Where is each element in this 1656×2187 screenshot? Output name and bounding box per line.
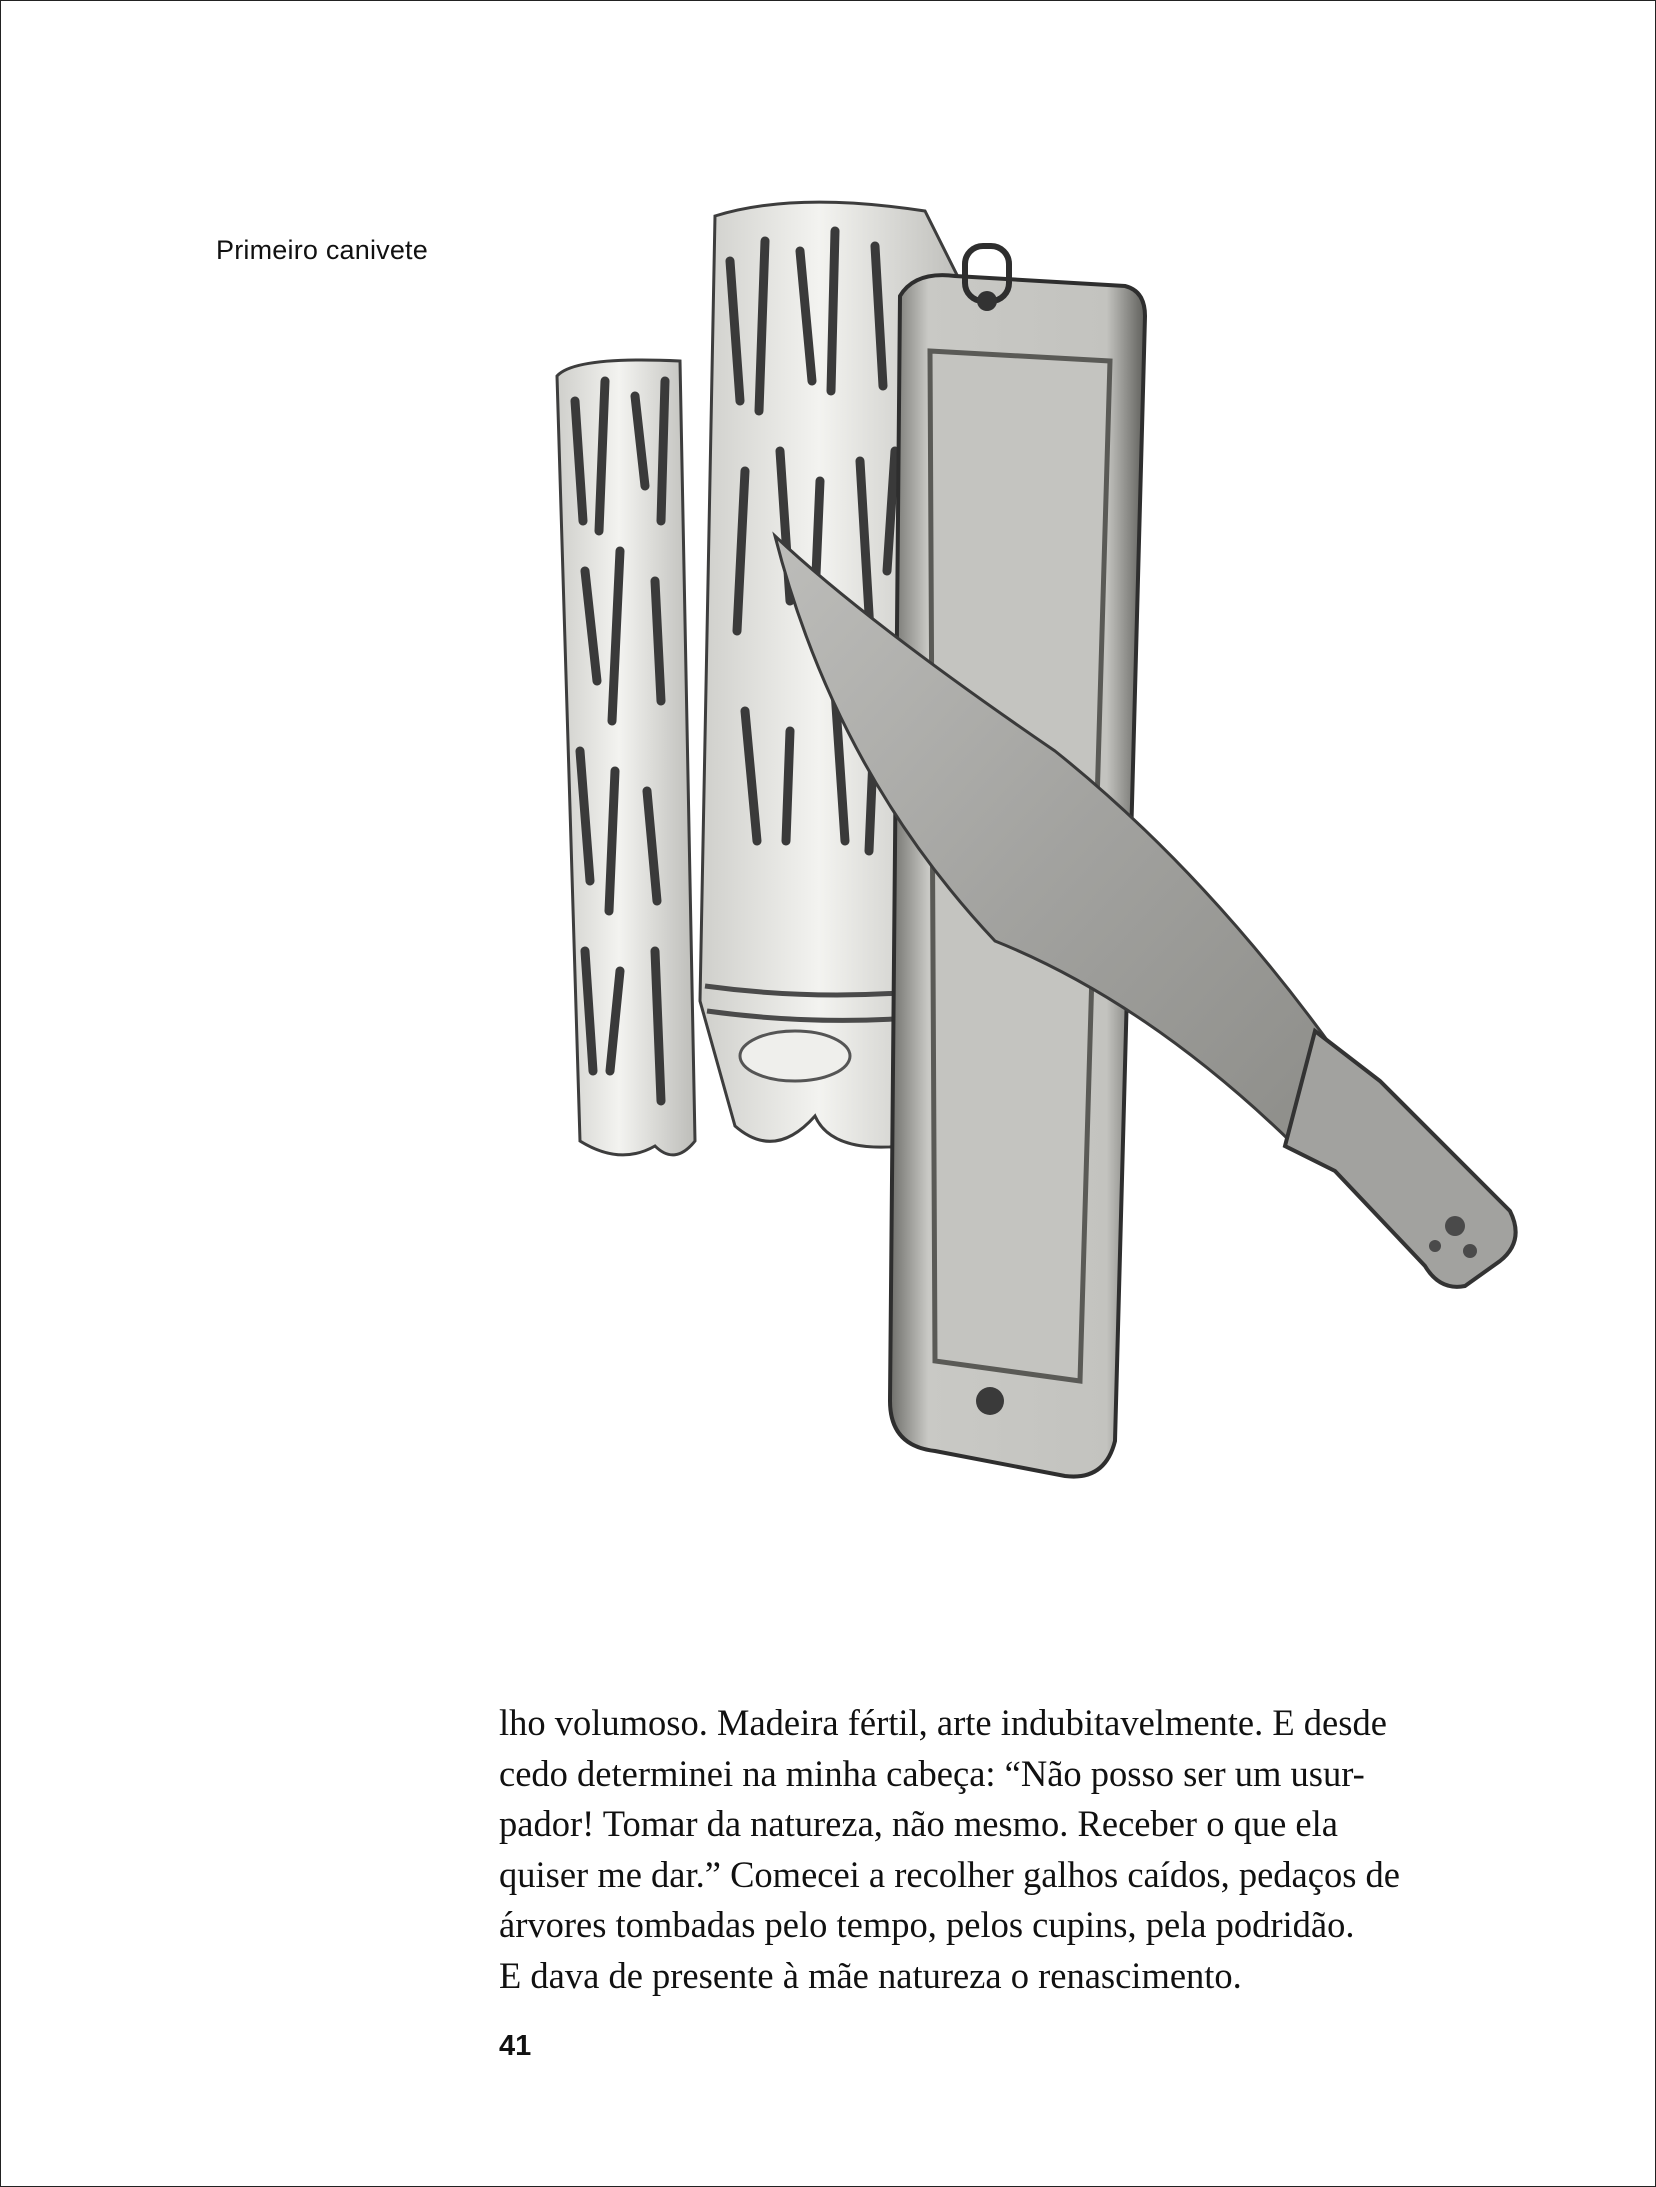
body-line: pador! Tomar da natureza, não mesmo. Receber o que ela xyxy=(499,1803,1338,1844)
knife-photo xyxy=(275,151,1555,1571)
body-line: árvores tombadas pelo tempo, pelos cupins, pela podridão. xyxy=(499,1904,1355,1945)
bark-handle-left xyxy=(557,360,695,1155)
page-number: 41 xyxy=(499,2030,532,2062)
body-line: cedo determinei na minha cabeça: “Não posso ser um usur- xyxy=(499,1752,1365,1794)
body-line: E dava de presente à mãe natureza o renascimento. xyxy=(499,1954,1242,1996)
body-line: quiser me dar.” Comecei a recolher galhos caídos, pedaços de xyxy=(499,1853,1400,1895)
body-line: lho volumoso. Madeira fértil, arte indubitavelmente. E desde xyxy=(499,1702,1387,1743)
photo-caption: Primeiro canivete xyxy=(216,235,428,265)
body-paragraph xyxy=(499,1698,1519,2001)
